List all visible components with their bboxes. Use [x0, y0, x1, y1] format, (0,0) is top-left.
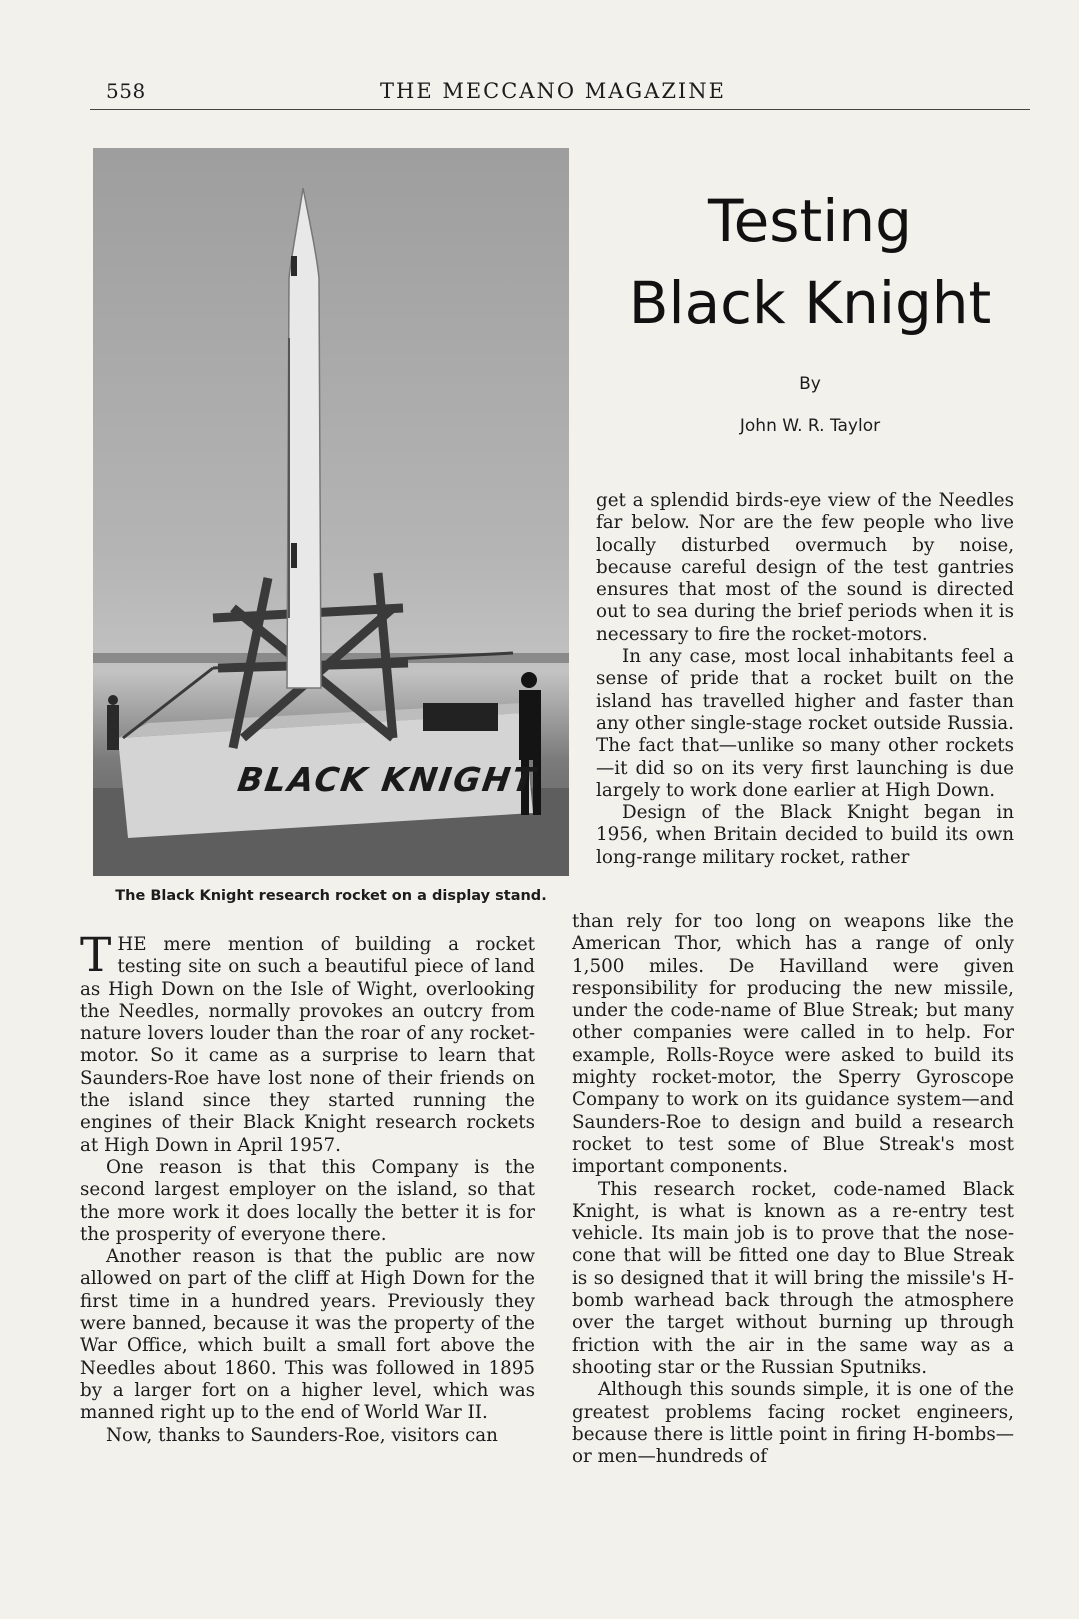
stand-box — [423, 703, 498, 731]
page-header — [90, 75, 1030, 110]
paragraph: This research rocket, code-named Black Knight, is what is known as a re-entry test vehicle. Its main job is to prove that the nose-cone that will be fitted one day to Blue Streak is so designed that it will bring the missile's H-bomb warhead back through the atmosphere over the target without burning up through friction with the air in the same way as a shooting star or the Russian Sputniks. — [572, 1178, 1014, 1378]
right-column-top — [596, 490, 1014, 869]
rocket-photo — [93, 148, 569, 876]
paragraph: Another reason is that the public are now allowed on part of the cliff at High Down for the first time in a hundred years. Previously they were banned, because it was the property of the War Office, which built a small fort above the Needles about 1860. This was followed in 1895 by a larger fort on a higher level, which was manned right up to the end of World War II. — [80, 1246, 535, 1424]
rocket-marking — [291, 256, 297, 276]
byline-author: John W. R. Taylor — [739, 416, 881, 436]
paragraph: get a splendid birds-eye view of the Needles far below. Nor are the few people who live locally disturbed overmuch by noise, because careful design of the test gantries ensures that most of the sound is directed out to sea during the brief periods when it is necessary to fire the rocket-motors. — [596, 490, 1014, 645]
magazine-title: THE MECCANO MAGAZINE — [380, 79, 726, 103]
title-line-1: Testing — [708, 187, 912, 255]
page-number: 558 — [106, 79, 146, 103]
paragraph: Now, thanks to Saunders-Roe, visitors can — [106, 1424, 498, 1446]
article-heading — [600, 180, 1020, 436]
photo-caption: The Black Knight research rocket on a display stand. — [115, 888, 547, 904]
paragraph: THE mere mention of building a rocket testing site on such a beautiful piece of land as High Down on the Isle of Wight, overlooking the Needles, normally provokes an outcry from nature lovers louder than the roar of any rocket-motor. So it came as a surprise to learn that Saunders-Roe have lost none of their friends on the island since they started running the engines of their Black Knight research rockets at High Down in April 1957. — [80, 928, 535, 1156]
paragraph: Although this sounds simple, it is one of the greatest problems facing rocket engineers, because there is little point in firing H-bombs—or men—hundreds of — [572, 1379, 1014, 1468]
drop-cap: T — [80, 928, 112, 983]
article-title — [600, 180, 1020, 344]
background-figure — [107, 695, 119, 750]
right-column-bottom — [572, 911, 1014, 1468]
byline-by: By — [799, 374, 821, 394]
stand-lettering: BLACK KNIGHT — [235, 760, 540, 799]
paragraph: One reason is that this Company is the second largest employer on the island, so that the more work it does locally the better it is for the prosperity of everyone there. — [80, 1156, 535, 1245]
paragraph: In any case, most local inhabitants feel a sense of pride that a rocket built on the island has travelled higher and faster than any other single-stage rocket outside Russia. The fact that—unlike so many other rockets—it did so on its very first launching is due largely to work done earlier at High Down. — [596, 646, 1014, 801]
paragraph: Design of the Black Knight began in 1956, when Britain decided to build its own long-range military rocket, rather — [596, 802, 1014, 868]
title-line-2: Black Knight — [628, 269, 992, 337]
paragraph: than rely for too long on weapons like the American Thor, which has a range of only 1,500 miles. De Havilland were given responsibility for producing the new missile, under the code-name of Blue Streak; but many other companies were called in to help. For example, Rolls-Royce were asked to build its mighty rocket-motor, the Sperry Gyroscope Company to work on its guidance system—and Saunders-Roe to design and build a research rocket to test some of Blue Streak's most important components. — [572, 911, 1014, 1178]
left-column — [80, 928, 535, 1447]
